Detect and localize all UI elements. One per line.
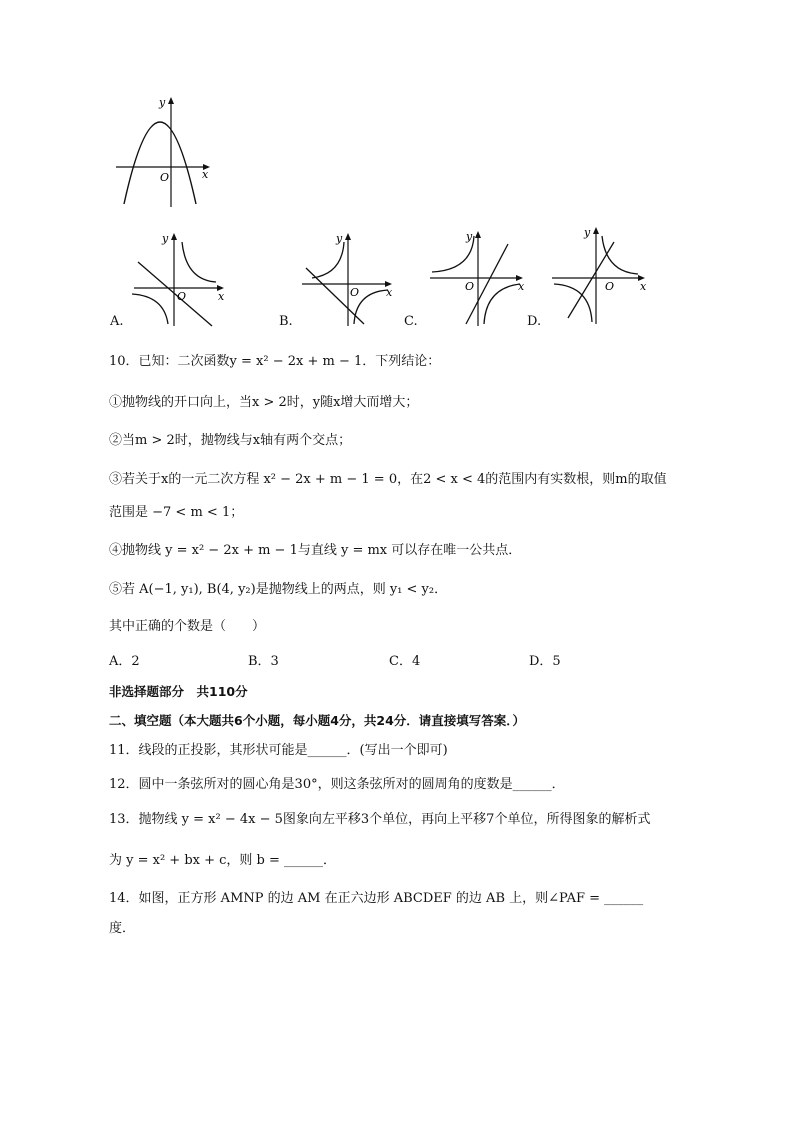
hyperbola-branch xyxy=(554,284,592,322)
q12: 12．圆中一条弦所对的圆心角是30°，则这条弦所对的圆周角的度数是______． xyxy=(109,777,565,792)
q10-ask: 其中正确的个数是（ ） xyxy=(109,619,266,634)
y-arrow-icon xyxy=(593,227,599,234)
svg-text:x: x xyxy=(218,290,225,303)
parabola-figure xyxy=(110,92,220,212)
svg-text:O: O xyxy=(177,290,187,303)
graph-option-a: A. xyxy=(110,314,124,329)
option-b-graph xyxy=(298,228,398,328)
y-arrow-icon xyxy=(345,233,351,240)
q10-option-c: C．4 xyxy=(389,654,421,669)
svg-text:y: y xyxy=(162,232,169,245)
q13-line2: 为 y = x² + bx + c，则 b = ______． xyxy=(109,853,337,868)
straight-line xyxy=(138,262,212,326)
q14-line2: 度． xyxy=(109,921,136,936)
q10-statement-1: ①抛物线的开口向上，当x > 2时，y随x增大而增大； xyxy=(109,395,419,410)
q10-option-a: A．2 xyxy=(109,654,140,669)
parabola-curve xyxy=(124,122,196,204)
svg-text:y: y xyxy=(336,232,343,245)
q10-option-d: D．5 xyxy=(529,654,561,669)
part2-heading: 非选择题部分 共110分 xyxy=(109,684,248,699)
y-label: y xyxy=(159,96,166,109)
option-a-graph xyxy=(130,228,230,328)
q10-option-b: B．3 xyxy=(248,654,279,669)
y-arrow-icon xyxy=(171,233,177,240)
q10-statement-5: ⑤若 A(−1, y₁), B(4, y₂)是抛物线上的两点，则 y₁ < y₂． xyxy=(109,582,448,597)
option-c-graph xyxy=(428,226,528,330)
hyperbola-branch xyxy=(602,236,638,274)
hyperbola-branch xyxy=(182,242,216,282)
svg-text:x: x xyxy=(386,286,393,299)
q11: 11．线段的正投影，其形状可能是______．(写出一个即可) xyxy=(109,743,448,758)
q14-line1: 14．如图，正方形 AMNP 的边 AM 在正六边形 ABCDEF 的边 AB 上，则∠PAF = ______ xyxy=(109,891,644,906)
graph-option-b: B. xyxy=(279,314,293,329)
origin-label: O xyxy=(160,171,170,184)
section2-heading: 二、填空题（本大题共6个小题，每小题4分，共24分．请直接填写答案．） xyxy=(109,713,526,728)
svg-text:O: O xyxy=(465,280,475,293)
hyperbola-branch xyxy=(312,242,344,278)
x-label: x xyxy=(202,168,209,181)
q10-statement-4: ④抛物线 y = x² − 2x + m − 1与直线 y = mx 可以存在唯一公共点． xyxy=(109,543,522,558)
svg-text:x: x xyxy=(518,280,525,293)
y-arrow-icon xyxy=(475,231,481,238)
svg-text:y: y xyxy=(584,226,591,239)
svg-text:y: y xyxy=(466,230,473,243)
svg-text:O: O xyxy=(350,286,360,299)
y-arrow-icon xyxy=(168,97,174,104)
hyperbola-branch xyxy=(484,284,520,324)
svg-text:O: O xyxy=(605,280,615,293)
q13-line1: 13．抛物线 y = x² − 4x − 5图象向左平移3个单位，再向上平移7个单位，所得图象的解析式 xyxy=(109,812,651,827)
q10-stem: 10．已知：二次函数y = x² − 2x + m − 1．下列结论： xyxy=(109,354,441,369)
option-d-graph xyxy=(550,222,650,328)
hyperbola-branch xyxy=(132,294,168,324)
q10-statement-2: ②当m > 2时，抛物线与x轴有两个交点； xyxy=(109,433,352,448)
graph-option-c: C. xyxy=(404,314,418,329)
q10-statement-3-cont: 范围是 −7 < m < 1； xyxy=(109,505,244,520)
svg-text:x: x xyxy=(640,280,647,293)
q10-statement-3: ③若关于x的一元二次方程 x² − 2x + m − 1 = 0，在2 < x < 4的范围内有实数根，则m的取值 xyxy=(109,472,667,487)
graph-option-d: D. xyxy=(527,314,542,329)
